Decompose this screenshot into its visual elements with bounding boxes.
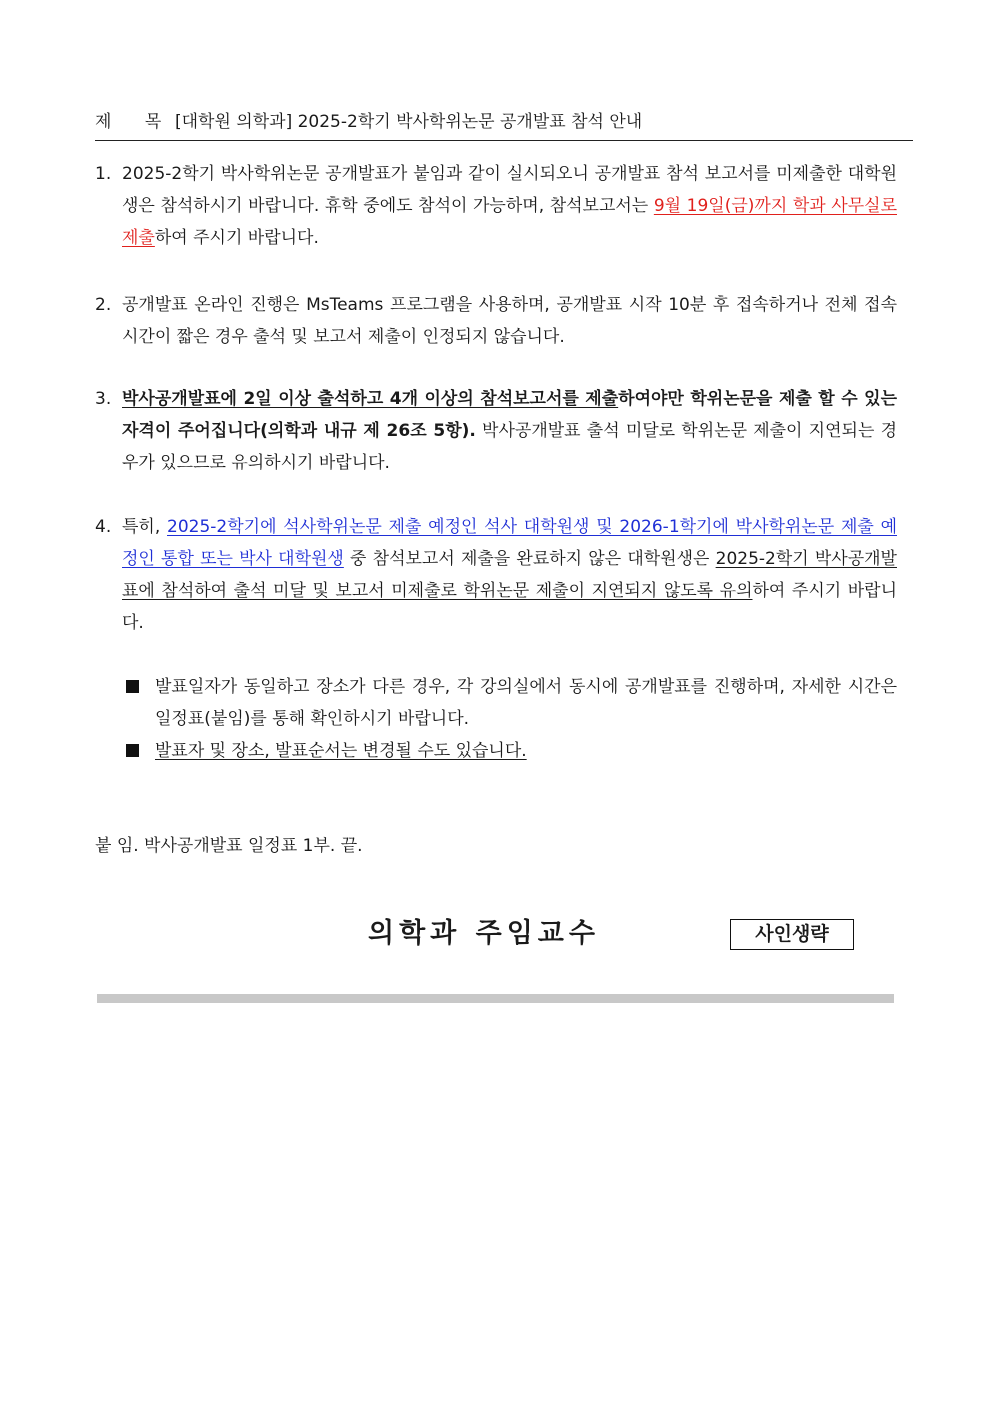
item-number: 4. [95,517,112,537]
signature-omitted-stamp: 사인생략 [730,919,854,950]
item-text: 하여 주시기 바랍니다. [122,581,897,633]
item-text: 중 참석보고서 제출을 완료하지 않은 대학원생은 [343,549,716,569]
item-text: 하여 주시기 바랍니다. [154,228,319,248]
footer-divider [97,994,894,1003]
item-number: 3. [95,389,112,409]
notes-list [123,671,897,767]
notice-item-3 [95,383,897,479]
item-text: 2025-2학기 박사학위논문 공개발표가 붙임과 같이 실시되오니 공개발표 참석 보고서를 미제출한 대학원생은 참석하시기 바랍니다. 휴학 중에도 참석이 가능하며, 참석보고서는 [122,164,897,216]
requirement-highlight: 박사공개발표에 2일 이상 출석하고 4개 이상의 참석보고서를 제출 [122,389,619,409]
subject-title: [대학원 의학과] 2025-2학기 박사학위논문 공개발표 참석 안내 [175,112,643,132]
requirement-bold-text: 하여야만 학위논문을 제출 할 수 있는 자격이 주어집니다(의학과 내규 제 26조 5항). [122,389,898,441]
caution-underline: 2025-2학기 박사공개발표에 참석하여 출석 미달 및 보고서 미제출로 학위논문 제출이 지연되지 않도록 유의 [122,549,897,601]
target-students-highlight: 2025-2학기에 석사학위논문 제출 예정인 석사 대학원생 및 2026-1학기에 박사학위논문 제출 예정인 통합 또는 박사 대학원생 [122,517,897,569]
notice-item-1 [95,158,897,254]
deadline-highlight: 9월 19일(금)까지 학과 사무실로 제출 [122,196,897,248]
subject-row [95,108,913,141]
item-text: 박사공개발표 출석 미달로 학위논문 제출이 지연되는 경우가 있으므로 유의하시기 바랍니다. [122,421,897,473]
note-item [123,735,897,767]
note-text: 발표자 및 장소, 발표순서는 변경될 수도 있습니다. [155,741,527,761]
square-bullet-icon [126,680,139,693]
note-text: 발표일자가 동일하고 장소가 다른 경우, 각 강의실에서 동시에 공개발표를 진행하며, 자세한 시간은 일정표(붙임)를 통해 확인하시기 바랍니다. [155,677,897,729]
subject-label: 제 목 [95,112,176,132]
signer-title: 의학과 주임교수 [368,918,600,949]
item-text: 공개발표 온라인 진행은 MsTeams 프로그램을 사용하며, 공개발표 시작 10분 후 접속하거나 전체 접속 시간이 짧은 경우 출석 및 보고서 제출이 인정되지 않습니다. [122,295,897,347]
item-text: 특히, [122,517,168,537]
attachment-line: 붙 임. 박사공개발표 일정표 1부. 끝. [95,836,363,856]
note-item [123,671,897,735]
notice-item-4 [95,511,897,639]
notice-item-2 [95,289,897,353]
item-number: 2. [95,295,112,315]
square-bullet-icon [126,744,139,757]
item-number: 1. [95,164,112,184]
